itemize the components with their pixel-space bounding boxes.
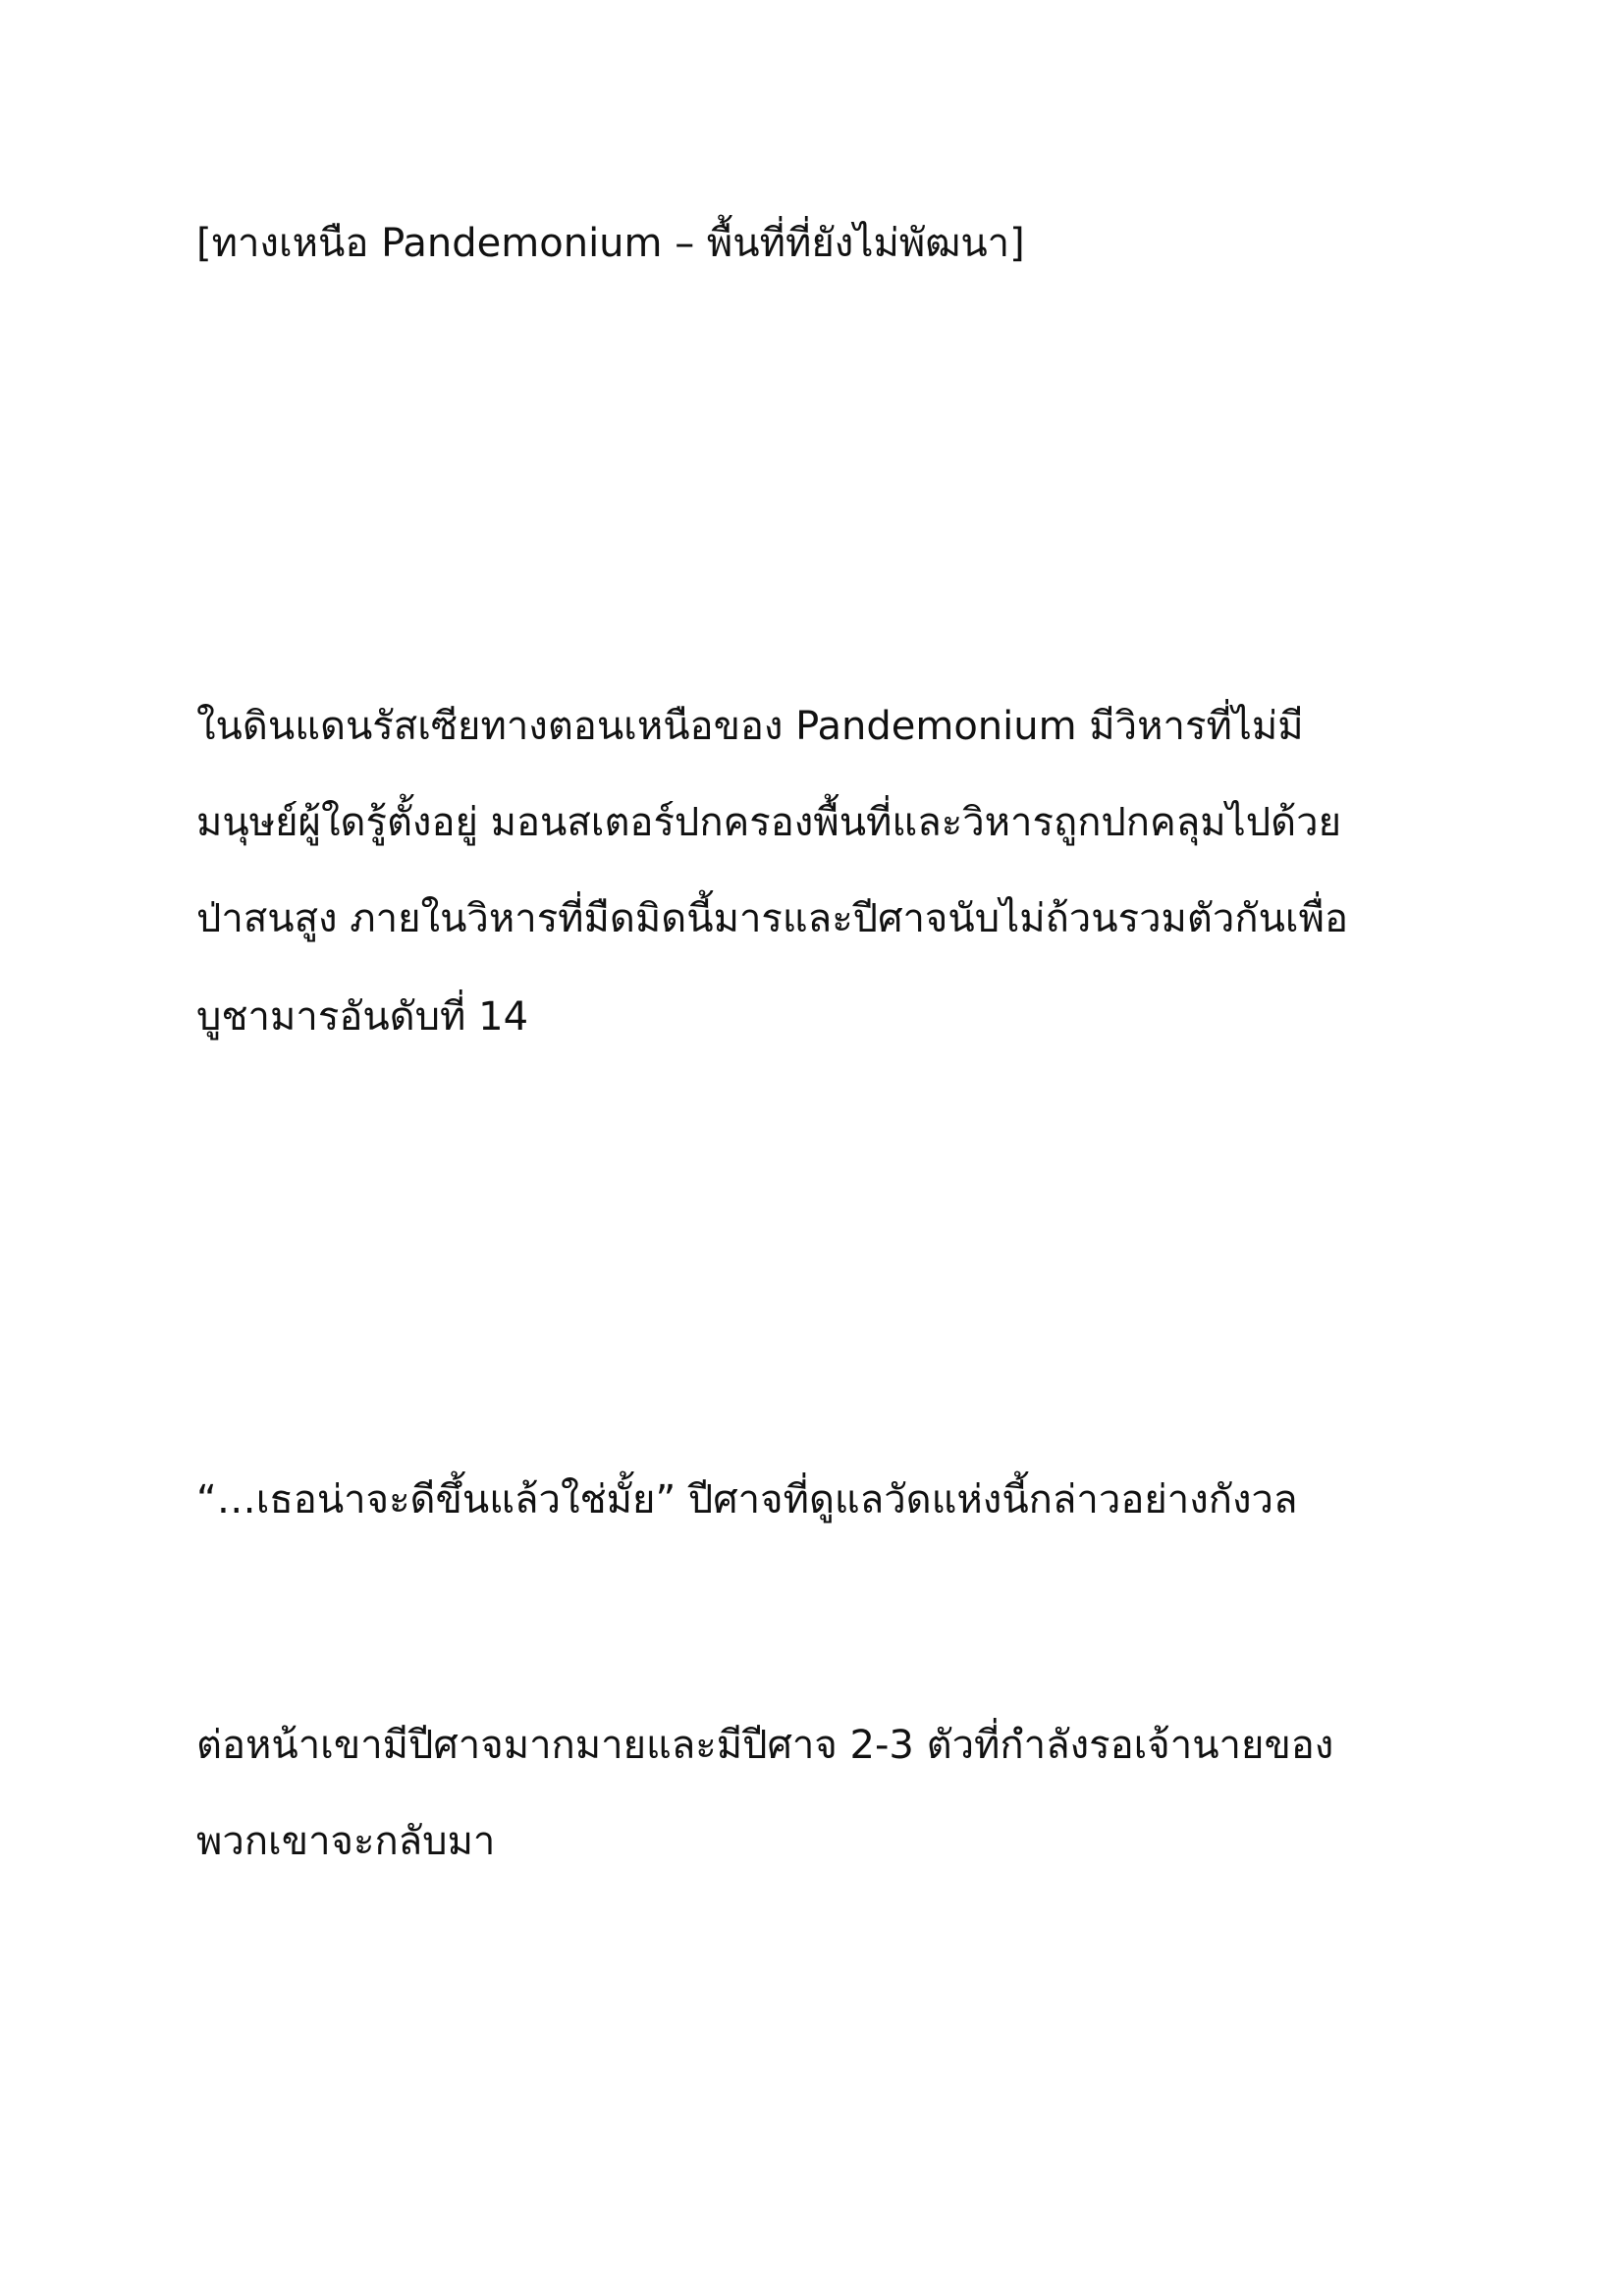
paragraph-line: ต่อหน้าเขามีปีศาจมากมายและมีปีศาจ 2-3 ตัวที่กำลังรอเจ้านายของ [196, 1723, 1334, 1768]
dialogue-line: “…เธอน่าจะดีขึ้นแล้วใช่มั้ย” ปีศาจที่ดูแลวัดแห่งนี้กล่าวอย่างกังวล [196, 1477, 1298, 1522]
section-heading: [ทางเหนือ Pandemonium – พื้นที่ที่ยังไม่พัฒนา] [196, 221, 1025, 266]
paragraph-line: มนุษย์ผู้ใดรู้ตั้งอยู่ มอนสเตอร์ปกครองพื้นที่และวิหารถูกปกคลุมไปด้วย [196, 800, 1342, 845]
paragraph-line: ป่าสนสูง ภายในวิหารที่มืดมิดนี้มารและปีศาจนับไม่ถ้วนรวมตัวกันเพื่อ [196, 896, 1348, 941]
paragraph-line: บูชามารอันดับที่ 14 [196, 994, 529, 1040]
paragraph-line: พวกเขาจะกลับมา [196, 1819, 496, 1864]
paragraph-line: ในดินแดนรัสเซียทางตอนเหนือของ Pandemonium มีวิหารที่ไม่มี [196, 704, 1304, 749]
